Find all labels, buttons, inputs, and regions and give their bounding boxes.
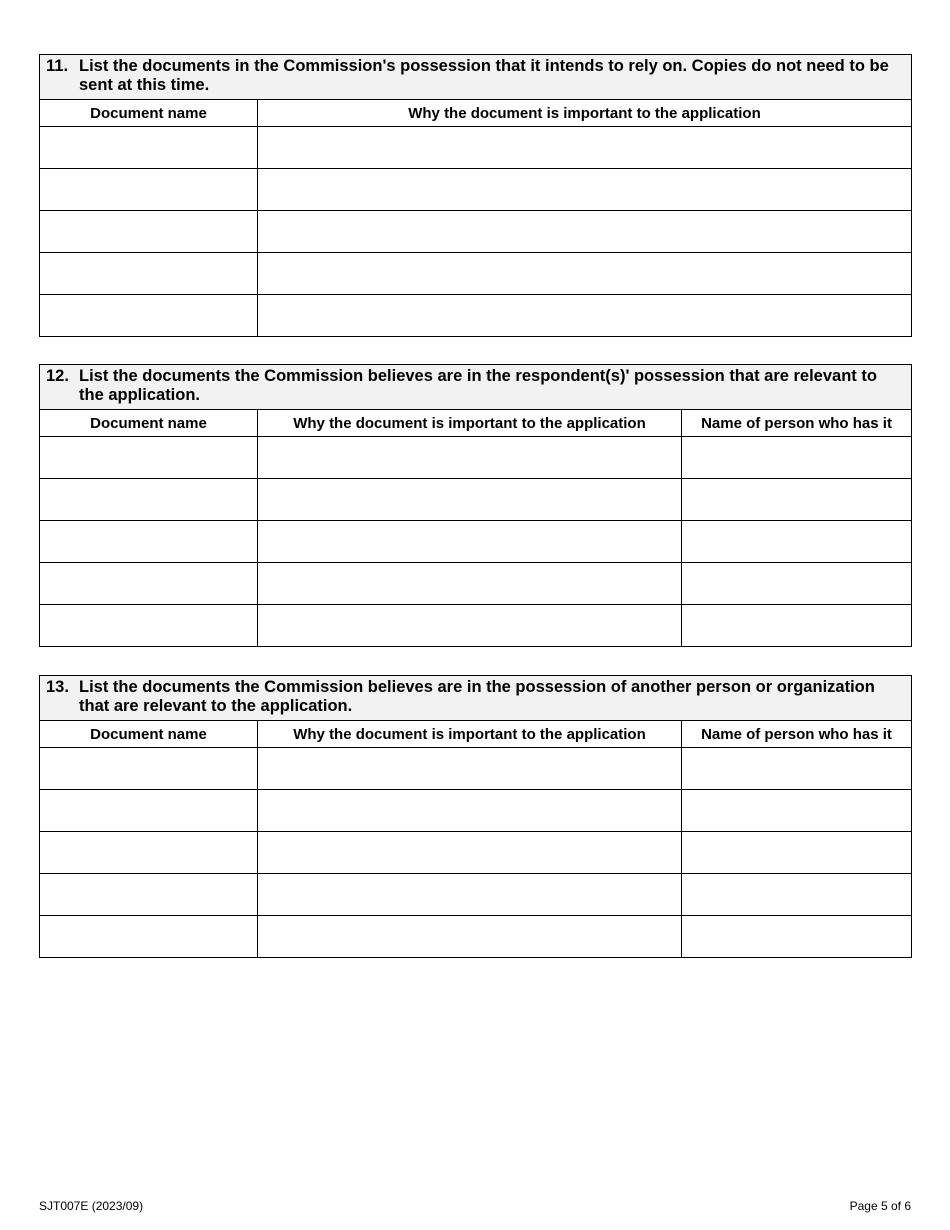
document-name-field[interactable] xyxy=(40,521,258,563)
column-header-person-name: Name of person who has it xyxy=(682,721,912,748)
person-name-field[interactable] xyxy=(682,748,912,790)
question-11-number: 11. xyxy=(46,57,69,75)
document-name-field[interactable] xyxy=(40,127,258,169)
person-name-field[interactable] xyxy=(682,916,912,958)
person-name-field[interactable] xyxy=(682,479,912,521)
table-row xyxy=(40,605,912,647)
document-name-field[interactable] xyxy=(40,916,258,958)
document-name-field[interactable] xyxy=(40,253,258,295)
why-important-field[interactable] xyxy=(258,437,682,479)
person-name-field[interactable] xyxy=(682,832,912,874)
why-important-field[interactable] xyxy=(258,563,682,605)
column-header-why-important: Why the document is important to the application xyxy=(258,410,682,437)
why-important-field[interactable] xyxy=(258,832,682,874)
table-row xyxy=(40,748,912,790)
question-12-heading xyxy=(40,365,912,410)
person-name-field[interactable] xyxy=(682,521,912,563)
question-13-heading xyxy=(40,676,912,721)
table-row xyxy=(40,790,912,832)
document-name-field[interactable] xyxy=(40,790,258,832)
person-name-field[interactable] xyxy=(682,437,912,479)
table-row xyxy=(40,563,912,605)
document-name-field[interactable] xyxy=(40,748,258,790)
table-row xyxy=(40,874,912,916)
table-row xyxy=(40,916,912,958)
question-12-text: List the documents the Commission believes are in the respondent(s)' possession that are relevant to the application. xyxy=(79,367,877,404)
document-name-field[interactable] xyxy=(40,211,258,253)
table-row xyxy=(40,211,912,253)
why-important-field[interactable] xyxy=(258,253,912,295)
column-header-person-name: Name of person who has it xyxy=(682,410,912,437)
why-important-field[interactable] xyxy=(258,127,912,169)
document-name-field[interactable] xyxy=(40,605,258,647)
why-important-field[interactable] xyxy=(258,211,912,253)
question-13-section xyxy=(39,675,911,958)
form-code: SJT007E (2023/09) xyxy=(39,1199,144,1213)
document-name-field[interactable] xyxy=(40,479,258,521)
document-name-field[interactable] xyxy=(40,169,258,211)
column-header-why-important: Why the document is important to the application xyxy=(258,721,682,748)
page-number: Page 5 of 6 xyxy=(849,1199,911,1213)
question-13-table xyxy=(39,675,912,958)
question-13-number: 13. xyxy=(46,678,69,696)
why-important-field[interactable] xyxy=(258,874,682,916)
column-header-document-name: Document name xyxy=(40,100,258,127)
table-row xyxy=(40,521,912,563)
table-row xyxy=(40,479,912,521)
document-name-field[interactable] xyxy=(40,874,258,916)
why-important-field[interactable] xyxy=(258,479,682,521)
person-name-field[interactable] xyxy=(682,874,912,916)
question-11-section xyxy=(39,54,911,337)
person-name-field[interactable] xyxy=(682,605,912,647)
question-11-heading xyxy=(40,55,912,100)
table-row xyxy=(40,295,912,337)
why-important-field[interactable] xyxy=(258,790,682,832)
table-row xyxy=(40,437,912,479)
document-name-field[interactable] xyxy=(40,437,258,479)
why-important-field[interactable] xyxy=(258,521,682,563)
why-important-field[interactable] xyxy=(258,916,682,958)
table-row xyxy=(40,169,912,211)
why-important-field[interactable] xyxy=(258,748,682,790)
person-name-field[interactable] xyxy=(682,790,912,832)
question-12-table xyxy=(39,364,912,647)
table-row xyxy=(40,253,912,295)
question-13-text: List the documents the Commission believes are in the possession of another person or organization that are relevant to the application. xyxy=(79,678,875,715)
question-11-text: List the documents in the Commission's possession that it intends to rely on. Copies do not need to be sent at this time. xyxy=(79,57,889,94)
table-row xyxy=(40,127,912,169)
table-row xyxy=(40,832,912,874)
document-name-field[interactable] xyxy=(40,563,258,605)
question-12-section xyxy=(39,364,911,647)
column-header-why-important: Why the document is important to the application xyxy=(258,100,912,127)
question-11-table xyxy=(39,54,912,337)
document-name-field[interactable] xyxy=(40,832,258,874)
why-important-field[interactable] xyxy=(258,605,682,647)
column-header-document-name: Document name xyxy=(40,410,258,437)
why-important-field[interactable] xyxy=(258,295,912,337)
column-header-document-name: Document name xyxy=(40,721,258,748)
document-name-field[interactable] xyxy=(40,295,258,337)
why-important-field[interactable] xyxy=(258,169,912,211)
question-12-number: 12. xyxy=(46,367,69,385)
person-name-field[interactable] xyxy=(682,563,912,605)
